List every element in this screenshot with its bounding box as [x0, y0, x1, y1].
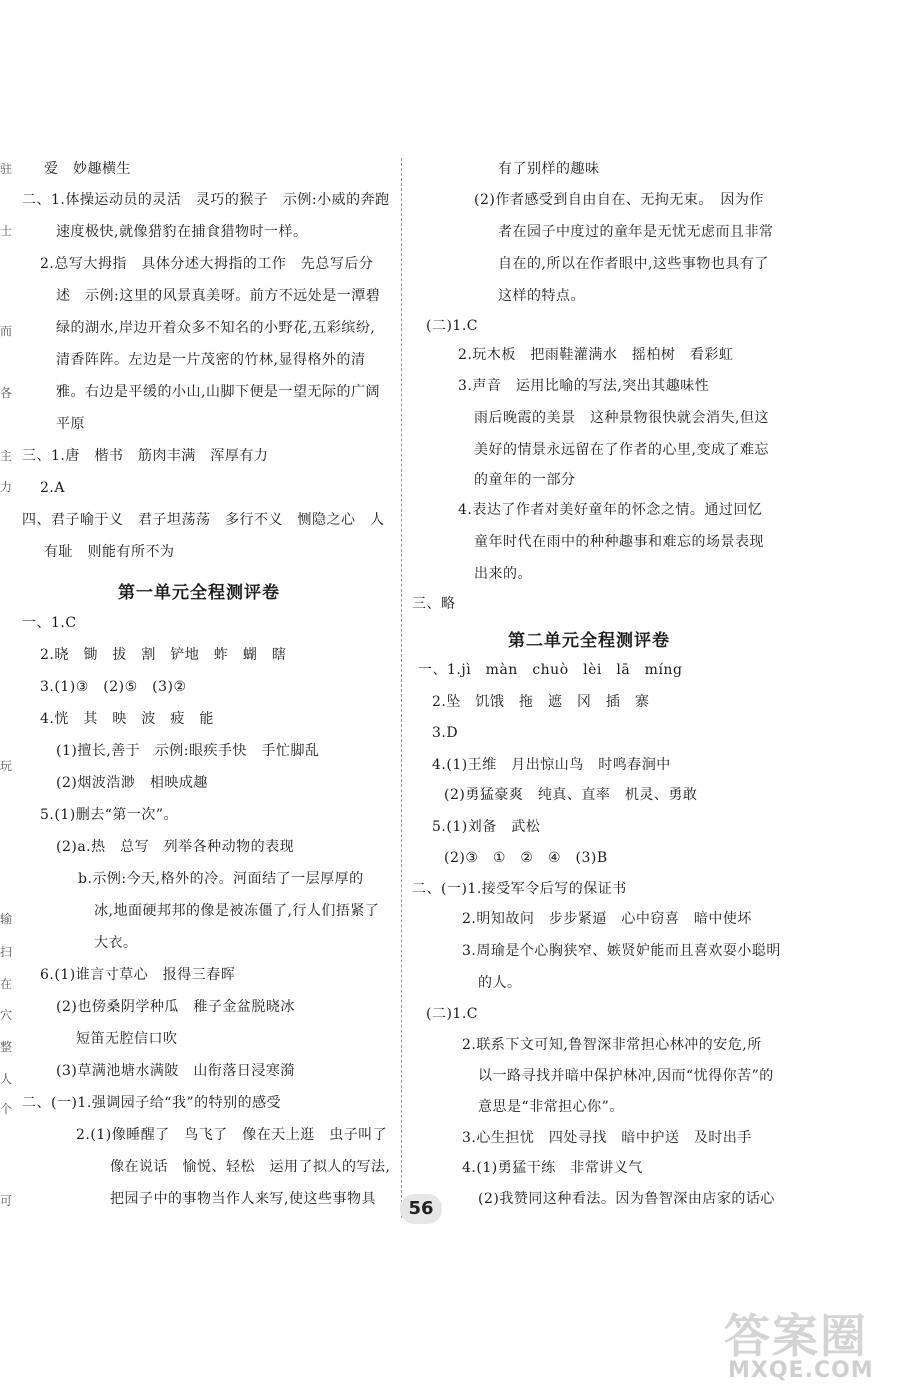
- answer-line: 雅。右边是平缓的小山,山脚下便是一望无际的广阔: [56, 384, 380, 400]
- answer-line: 出来的。: [474, 566, 532, 582]
- answer-line: (2)也傍桑阴学种瓜 稚子金盆脱晓冰: [56, 999, 295, 1015]
- answer-line: 2.联系下文可知,鲁智深非常担心林冲的安危,所: [462, 1037, 762, 1053]
- edge-char: 主: [0, 449, 13, 463]
- answer-line: 绿的湖水,岸边开着众多不知名的小野花,五彩缤纷,: [56, 320, 376, 336]
- answer-line: 意思是“非常担心你”。: [478, 1099, 624, 1115]
- answer-line: 6.(1)谁言寸草心 报得三春晖: [40, 967, 236, 983]
- edge-char: 输: [0, 912, 13, 926]
- answer-line: 者在园子中度过的童年是无忧无虑而且非常: [498, 224, 774, 240]
- edge-char: 士: [0, 224, 13, 238]
- answer-line: 这样的特点。: [498, 288, 585, 304]
- answer-line: 大衣。: [94, 935, 138, 951]
- answer-line: 雨后晚霞的美景 这种景物很快就会消失,但这: [474, 410, 769, 426]
- answer-line: 4.恍 其 映 波 疲 能: [40, 711, 214, 727]
- unit-2-heading: 第二单元全程测评卷: [508, 631, 670, 651]
- answer-line: 3.心生担忧 四处寻找 暗中护送 及时出手: [462, 1130, 752, 1146]
- watermark-url: MXQE.COM: [728, 1358, 874, 1383]
- answer-line: 2.明知故问 步步紧逼 心中窃喜 暗中使坏: [462, 911, 752, 927]
- answer-line: 像在说话 愉悦、轻松 运用了拟人的写法,: [110, 1159, 391, 1175]
- answer-line: 有耻 则能有所不为: [44, 544, 175, 560]
- edge-char: 人: [0, 1072, 13, 1086]
- answer-line: 2.(1)像睡醒了 鸟飞了 像在天上逛 虫子叫了: [76, 1127, 388, 1143]
- watermark-text: 答案圈: [724, 1309, 868, 1363]
- answer-line: 述 示例:这里的风景真美呀。前方不远处是一潭碧: [56, 288, 381, 304]
- edge-char: 扫: [0, 945, 13, 959]
- answer-line: 平原: [56, 416, 85, 432]
- answer-line: 5.(1)删去“第一次”。: [40, 807, 179, 823]
- answer-line: (二)1.C: [426, 1006, 478, 1022]
- pinyin-line: 一、1.jì màn chuò lèi lā míng: [418, 662, 683, 678]
- answer-line: (1)擅长,善于 示例:眼疾手快 手忙脚乱: [56, 743, 320, 759]
- answer-line: 速度极快,就像猎豹在捕食猎物时一样。: [56, 224, 308, 240]
- answer-line: 4.(1)勇猛干练 非常讲义气: [462, 1160, 643, 1176]
- answer-line: (3)草满池塘水满陂 山衔落日浸寒漪: [56, 1063, 295, 1079]
- watermark-logo: [700, 1296, 900, 1390]
- edge-char: 在: [0, 977, 13, 991]
- answer-line: 2.总写大拇指 具体分述大拇指的工作 先总写后分: [40, 256, 374, 272]
- answer-line: 三、略: [412, 596, 456, 612]
- answer-line: 童年时代在雨中的种种趣事和难忘的场景表现: [474, 534, 764, 550]
- answer-line: 自在的,所以在作者眼中,这些事物也具有了: [498, 256, 769, 272]
- answer-line: 有了别样的趣味: [498, 161, 600, 177]
- answer-line: 三、1.唐 楷书 筋肉丰满 浑厚有力: [22, 448, 269, 464]
- answer-line: 2.玩木板 把雨鞋灌满水 摇柏树 看彩虹: [458, 347, 734, 363]
- answer-line: 3.D: [432, 725, 459, 741]
- answer-line: 二、1.体操运动员的灵活 灵巧的猴子 示例:小威的奔跑: [22, 192, 390, 208]
- edge-char: 可: [0, 1194, 13, 1208]
- answer-line: 5.(1)刘备 武松: [432, 819, 541, 835]
- answer-line: 2.坠 饥饿 拖 遮 冈 插 寨: [432, 694, 650, 710]
- answer-line: (2)③ ① ② ④ (3)B: [444, 850, 608, 866]
- answer-line: (2)我赞同这种看法。因为鲁智深由店家的话心: [478, 1191, 775, 1207]
- answer-line: 把园子中的事物当作人来写,使这些事物具: [110, 1191, 376, 1207]
- answer-line: 四、君子喻于义 君子坦荡荡 多行不义 恻隐之心 人: [22, 512, 385, 528]
- edge-char: 而: [0, 324, 13, 338]
- answer-line: 3.声音 运用比喻的写法,突出其趣味性: [458, 378, 710, 394]
- answer-line: 短笛无腔信口吹: [76, 1031, 178, 1047]
- column-divider: [401, 158, 402, 1218]
- edge-char: 个: [0, 1102, 13, 1116]
- answer-line: 冰,地面硬邦邦的像是被冻僵了,行人们捂紧了: [94, 903, 380, 919]
- edge-char: 整: [0, 1040, 13, 1054]
- answer-line: (二)1.C: [426, 318, 478, 334]
- answer-line: 美好的情景永远留在了作者的心里,变成了难忘: [474, 442, 769, 458]
- answer-line: 4.(1)王维 月出惊山鸟 时鸣春涧中: [432, 757, 671, 773]
- edge-char: 驻: [0, 162, 13, 176]
- edge-char: 力: [0, 480, 13, 494]
- edge-char: 玩: [0, 759, 13, 773]
- edge-char: 各: [0, 386, 13, 400]
- answer-line: 的人。: [478, 975, 522, 991]
- answer-line: 一、1.C: [22, 615, 77, 631]
- answer-line: 二、(一)1.强调园子给“我”的特别的感受: [22, 1095, 282, 1111]
- answer-line: 3.(1)③ (2)⑤ (3)②: [40, 679, 187, 695]
- answer-line: 以一路寻找并暗中保护林冲,因而“忧得你苦”的: [478, 1068, 774, 1084]
- answer-line: (2)作者感受到自由自在、无拘无束。 因为作: [474, 192, 764, 208]
- unit-1-heading: 第一单元全程测评卷: [118, 583, 280, 603]
- answer-line: (2)a.热 总写 列举各种动物的表现: [56, 839, 295, 855]
- answer-line: 爱 妙趣横生: [44, 161, 131, 177]
- answer-line: 2.A: [40, 480, 65, 496]
- answer-line: b.示例:今天,格外的冷。河面结了一层厚厚的: [78, 871, 364, 887]
- answer-line: (2)勇猛豪爽 纯真、直率 机灵、勇敢: [444, 787, 698, 803]
- answer-line: 3.周瑜是个心胸狭窄、嫉贤妒能而且喜欢耍小聪明: [462, 943, 781, 959]
- answer-line: 二、(一)1.接受军令后写的保证书: [412, 881, 627, 897]
- answer-line: 清香阵阵。左边是一片茂密的竹林,显得格外的清: [56, 352, 366, 368]
- answer-line: 2.晓 锄 拔 割 铲地 蚱 蝴 瞎: [40, 647, 287, 663]
- page-number: 56: [400, 1194, 442, 1224]
- answer-line: (2)烟波浩渺 相映成趣: [56, 775, 208, 791]
- edge-char: 穴: [0, 1008, 13, 1022]
- answer-line: 4.表达了作者对美好童年的怀念之情。通过回忆: [458, 502, 763, 518]
- answer-line: 的童年的一部分: [474, 472, 576, 488]
